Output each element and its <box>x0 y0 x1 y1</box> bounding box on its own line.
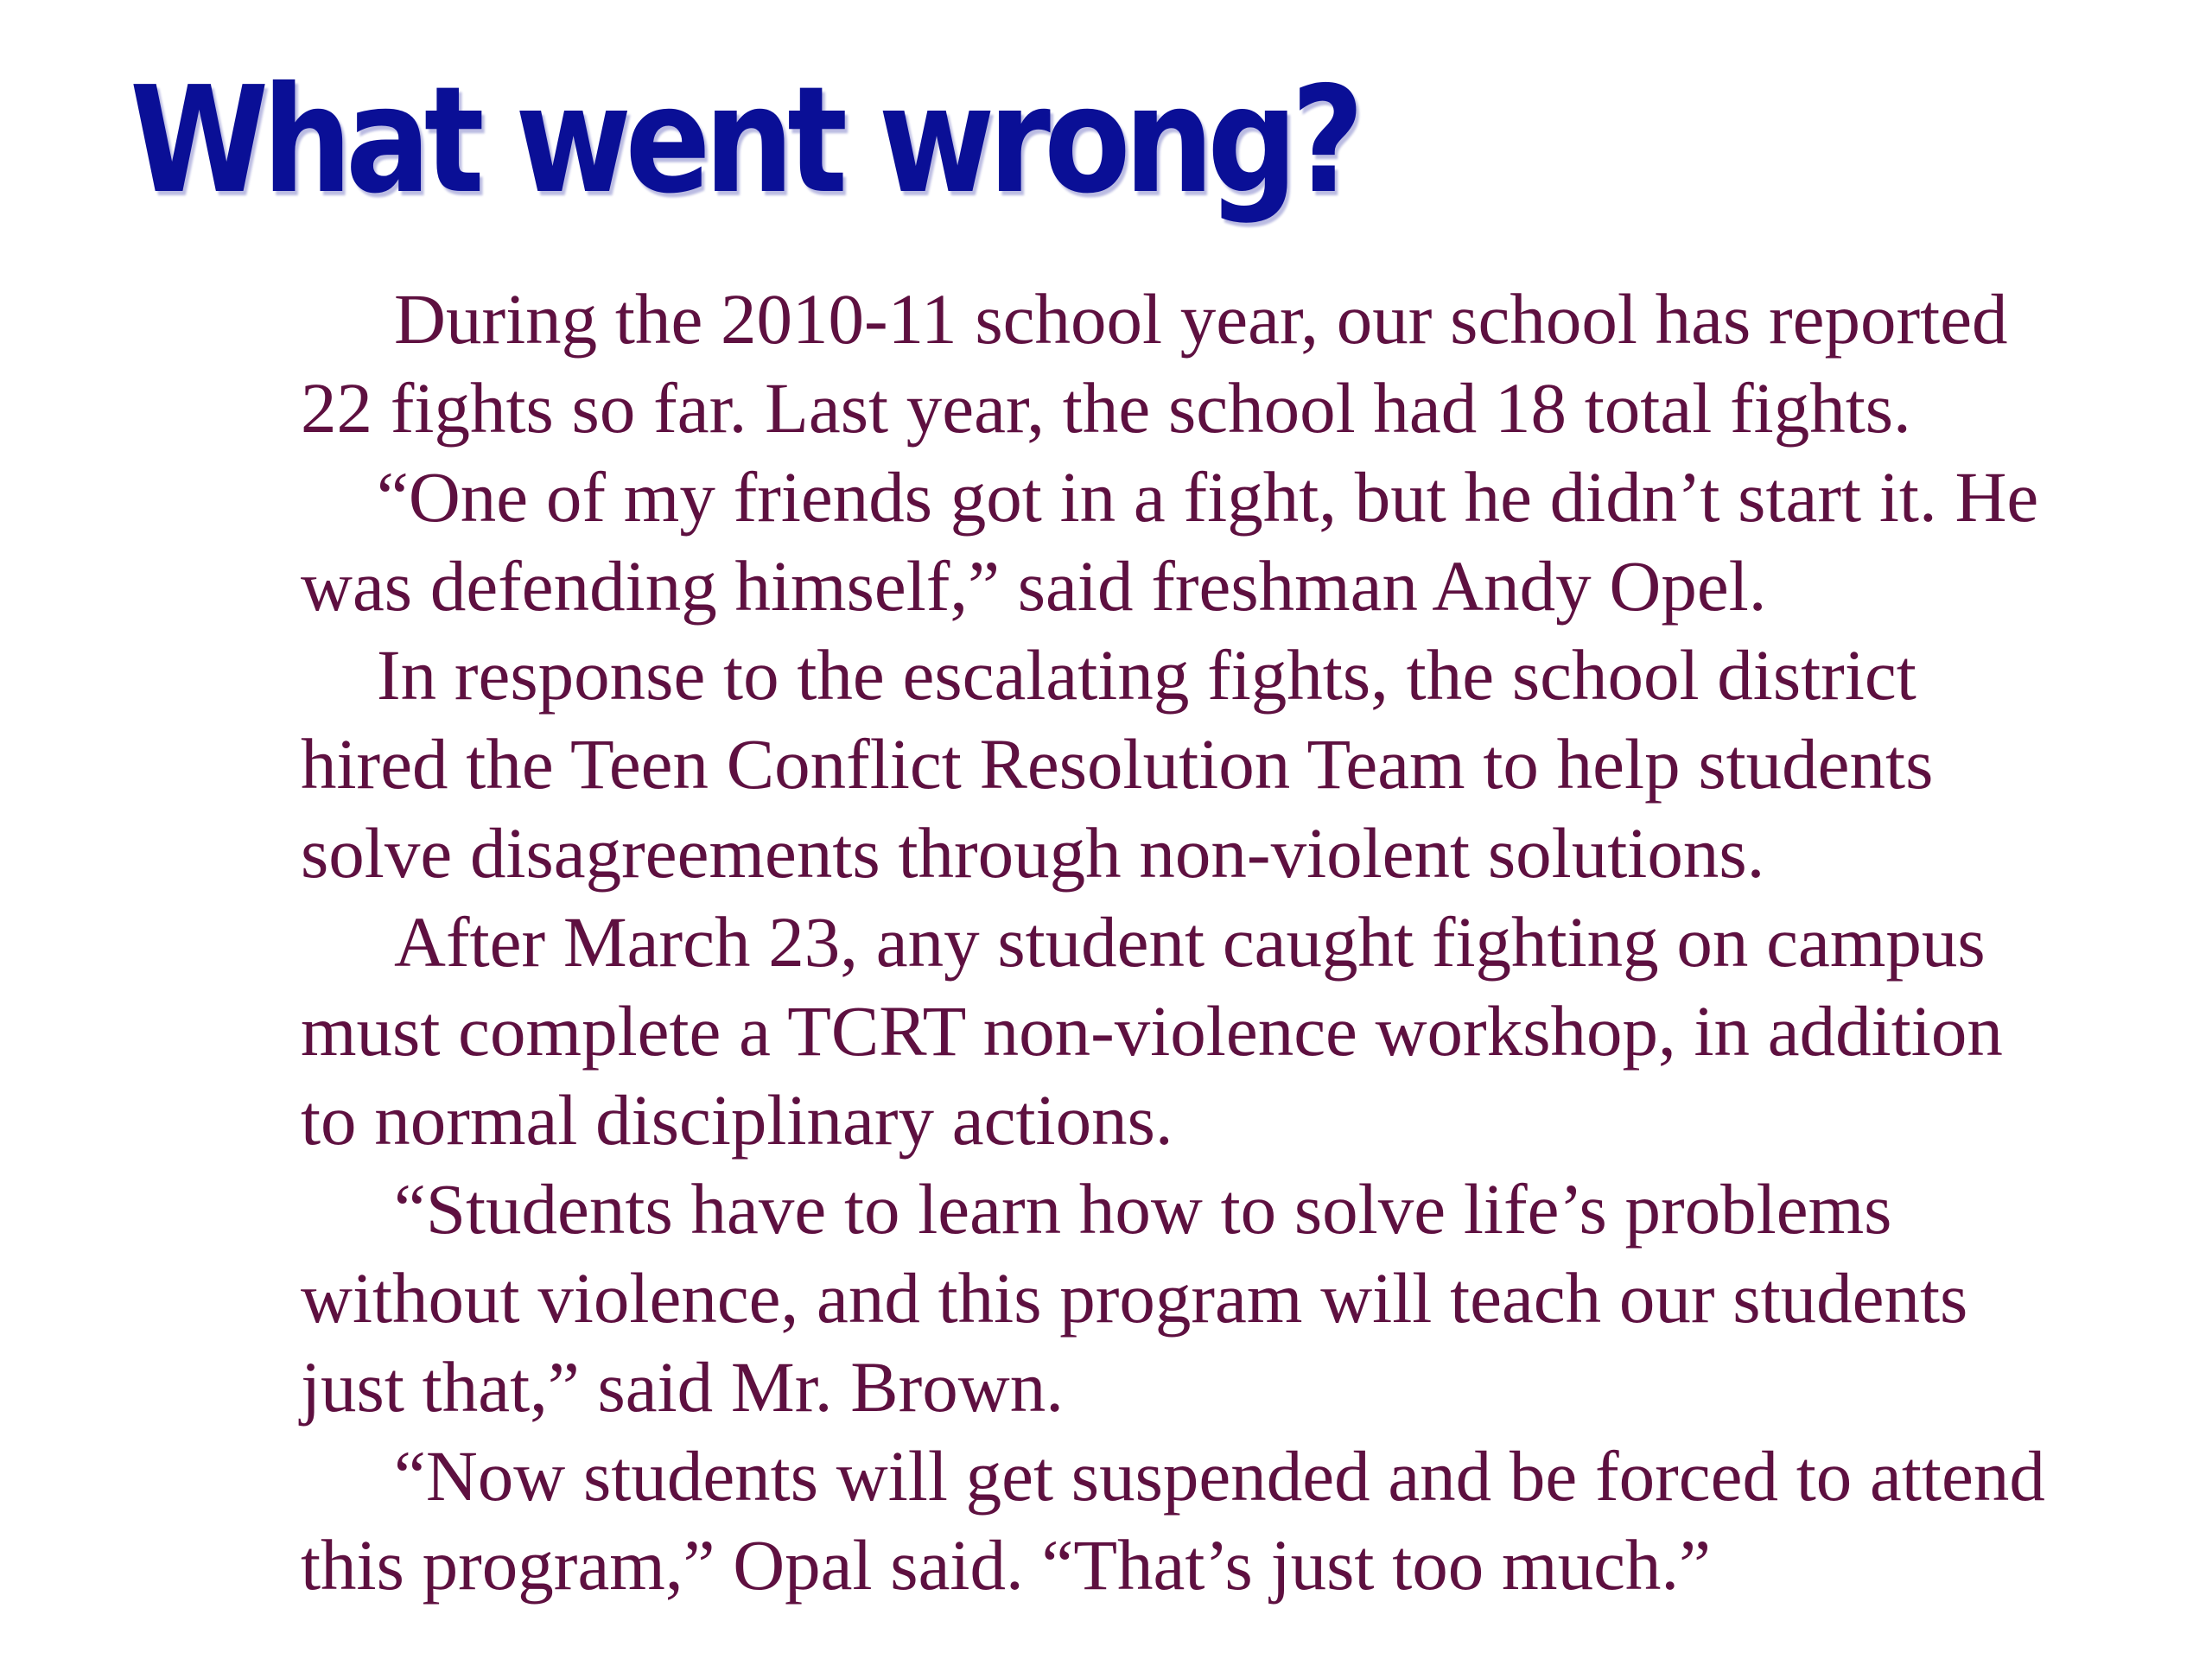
slide-title: What went wrong? <box>130 55 1358 226</box>
article-line: must complete a TCRT non-violence workshop, in addition <box>301 991 2003 1071</box>
article-line: without violence, and this program will teach our students <box>301 1258 1968 1338</box>
article-line: In response to the escalating fights, the school district <box>377 635 1916 715</box>
article-line: “Students have to learn how to solve life’s problems <box>394 1169 1892 1249</box>
article-line: to normal disciplinary actions. <box>301 1080 1173 1160</box>
article-line: “One of my friends got in a fight, but he didn’t start it. He <box>377 457 2039 537</box>
article-line: this program,” Opal said. “That’s just too much.” <box>301 1525 1711 1605</box>
article-line: 22 fights so far. Last year, the school had 18 total fights. <box>301 368 1911 448</box>
article-line: “Now students will get suspended and be forced to attend <box>394 1436 2045 1516</box>
article-line: After March 23, any student caught fighting on campus <box>394 902 1986 982</box>
article-line: just that,” said Mr. Brown. <box>301 1347 1064 1427</box>
article-line: During the 2010-11 school year, our school has reported <box>394 279 2008 359</box>
article-line: solve disagreements through non-violent solutions. <box>301 813 1765 893</box>
article-body <box>301 275 2141 1610</box>
article-line: hired the Teen Conflict Resolution Team to help students <box>301 724 1934 804</box>
article-line: was defending himself,” said freshman Andy Opel. <box>301 546 1767 626</box>
